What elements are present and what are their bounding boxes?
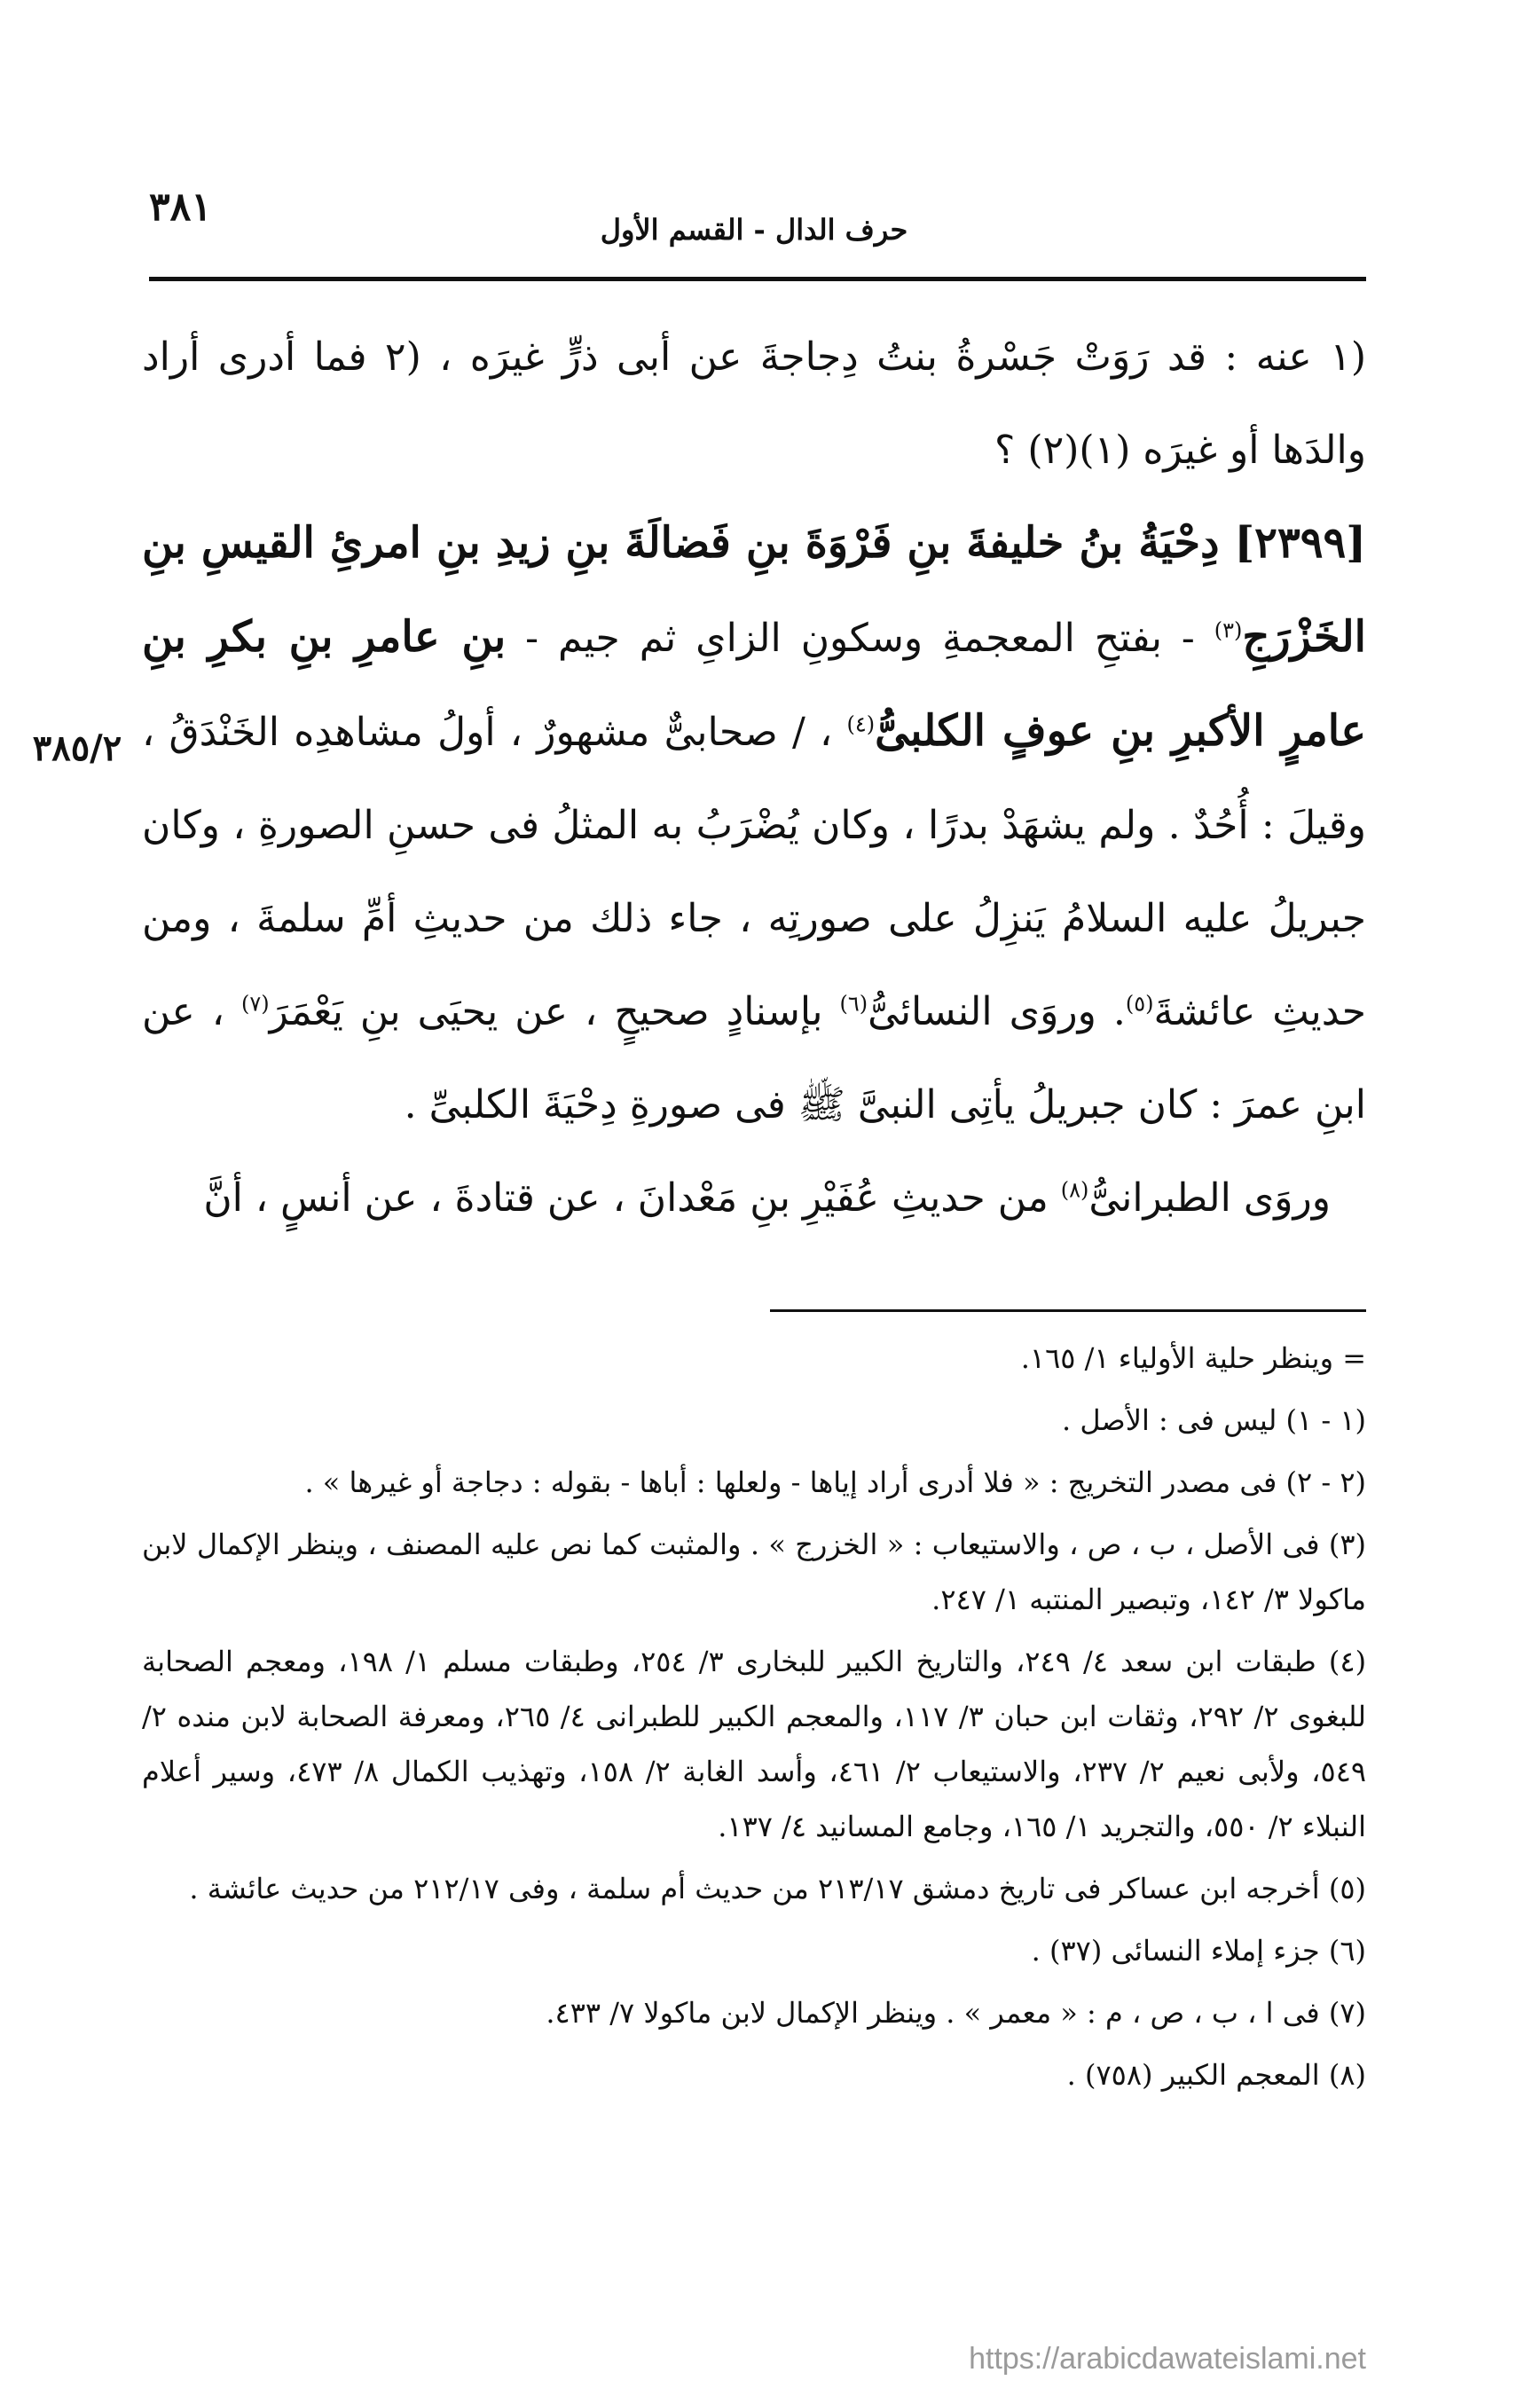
closing-text: من حديثِ عُفَيْرِ بنِ مَعْدانَ ، عن قتادةَ ، عن أنسٍ ، أنَّ [203, 1175, 1061, 1221]
entry-text: ، / صحابىٌّ مشهورٌ ، أولُ مشاهدِه الخَنْدَقُ ، وقيلَ : أُحُدٌ . ولم يشهَدْ بدرًا ، وكان يُضْرَبُ به المثلُ فى حسنِ الصورةِ ، وكان جبريلُ عليه السلامُ يَنزِلُ على صورتِه ، جاء ذلك من حديثِ أمِّ سلمةَ ، ومن حديثِ عائشةَ [142, 710, 1366, 1034]
entry-heading: [٢٣٩٩] دِحْيَةُ بنُ خليفةَ بنِ فَرْوَةَ بنِ فَضالَةَ بنِ زيدِ بنِ امرئِ القيسِ بنِ الخَزْرَجِ [142, 518, 1366, 662]
footnote-item: (٦) جزء إملاء النسائى (٣٧) . [1031, 1934, 1366, 1968]
footnote-item: (٧) فى ا ، ب ، ص ، م : « معمر » . وينظر الإكمال لابن ماكولا ٧/ ٤٣٣. [546, 1996, 1366, 2030]
running-title: حرف الدال - القسم الأول [600, 213, 908, 247]
header-rule [149, 277, 1366, 281]
footnote-item: (٤) طبقات ابن سعد ٤/ ٢٤٩، والتاريخ الكبير للبخارى ٣/ ٢٥٤، وطبقات مسلم ١/ ١٩٨، ومعجم الصحابة للبغوى ٢/ ٢٩٢، وثقات ابن حبان ٣/ ١١٧، والمعجم الكبير للطبرانى ٤/ ٢٦٥، ومعرفة الصحابة لابن منده ٢/ ٥٤٩، ولأبى نعيم ٢/ ٢٣٧، والاستيعاب ٢/ ٤٦١، وأسد الغابة ٢/ ١٥٨، وتهذيب الكمال ٨/ ٤٧٣، وسير أعلام النبلاء ٢/ ٥٥٠، والتجريد ١/ ١٦٥، وجامع المسانيد ٤/ ١٣٧. [142, 1645, 1367, 1843]
entry-text: - بفتحِ المعجمةِ وسكونِ الزاىِ ثم جيم - [506, 616, 1214, 661]
footnote-ref: (٣) [1214, 617, 1243, 643]
page-number: ٣٨١ [149, 185, 212, 230]
footnote-item: (١ - ١) ليس فى : الأصل . [1061, 1403, 1366, 1437]
opening-paragraph: (١ عنه : قد رَوَتْ جَسْرةُ بنتُ دِجاجةَ عن أبى ذرٍّ غيرَه ، (٢ فما أدرى أراد والدَها أو غيرَه (١)(٢) ؟ [142, 334, 1366, 473]
footnote-ref: (٦) [839, 991, 868, 1017]
footnote-ref: (٥) [1125, 991, 1154, 1017]
footnote-item: (٥) أخرجه ابن عساكر فى تاريخ دمشق ٢١٣/١٧ من حديث أم سلمة ، وفى ٢١٢/١٧ من حديث عائشة . [189, 1872, 1366, 1905]
entry-text: ، عن ابنِ عمرَ : كان جبريلُ يأتِى النبىَّ ﷺ فى صورةِ دِحْيَةَ الكلبىِّ . [142, 989, 1366, 1127]
entry-text: . وروَى النسائىُّ [868, 989, 1126, 1034]
footnote-ref: (٧) [241, 991, 270, 1017]
entry-paragraph [142, 497, 1366, 1151]
footnote-item: (٣) فى الأصل ، ب ، ص ، والاستيعاب : « الخزرج » . والمثبت كما نص عليه المصنف ، وينظر الإكمال لابن ماكولا ٣/ ١٤٢، وتبصير المنتبه ١/ ٢٤٧. [142, 1528, 1367, 1616]
footnote-ref: (٨) [1060, 1177, 1089, 1203]
entry-name-continued: بنِ عامرِ بنِ بكرِ بنِ عامرٍ الأكبرِ بنِ عوفٍ الكلبىُّ [142, 612, 1366, 756]
main-text [142, 310, 1366, 1245]
footnote-ref: (٤) [846, 711, 876, 737]
footnotes [142, 1331, 1366, 2109]
closing-text: وروَى الطبرانىُّ [1088, 1175, 1331, 1221]
margin-reference: ٣٨٥/٢ [32, 727, 122, 769]
footnote-item: (٢ - ٢) فى مصدر التخريج : « فلا أدرى أراد إياها - ولعلها : أباها - بقوله : دجاجة أو غيرها » . [304, 1465, 1366, 1499]
footnote-rule [770, 1309, 1366, 1312]
footnote-item: (٨) المعجم الكبير (٧٥٨) . [1066, 2058, 1366, 2092]
footnote-item: = وينظر حلية الأولياء ١/ ١٦٥. [1020, 1341, 1366, 1375]
watermark-url: https://arabicdawateislami.net [969, 2342, 1366, 2376]
closing-paragraph [142, 1151, 1366, 1245]
entry-text: بإسنادٍ صحيحٍ ، عن يحيَى بنِ يَعْمَرَ [269, 989, 840, 1034]
